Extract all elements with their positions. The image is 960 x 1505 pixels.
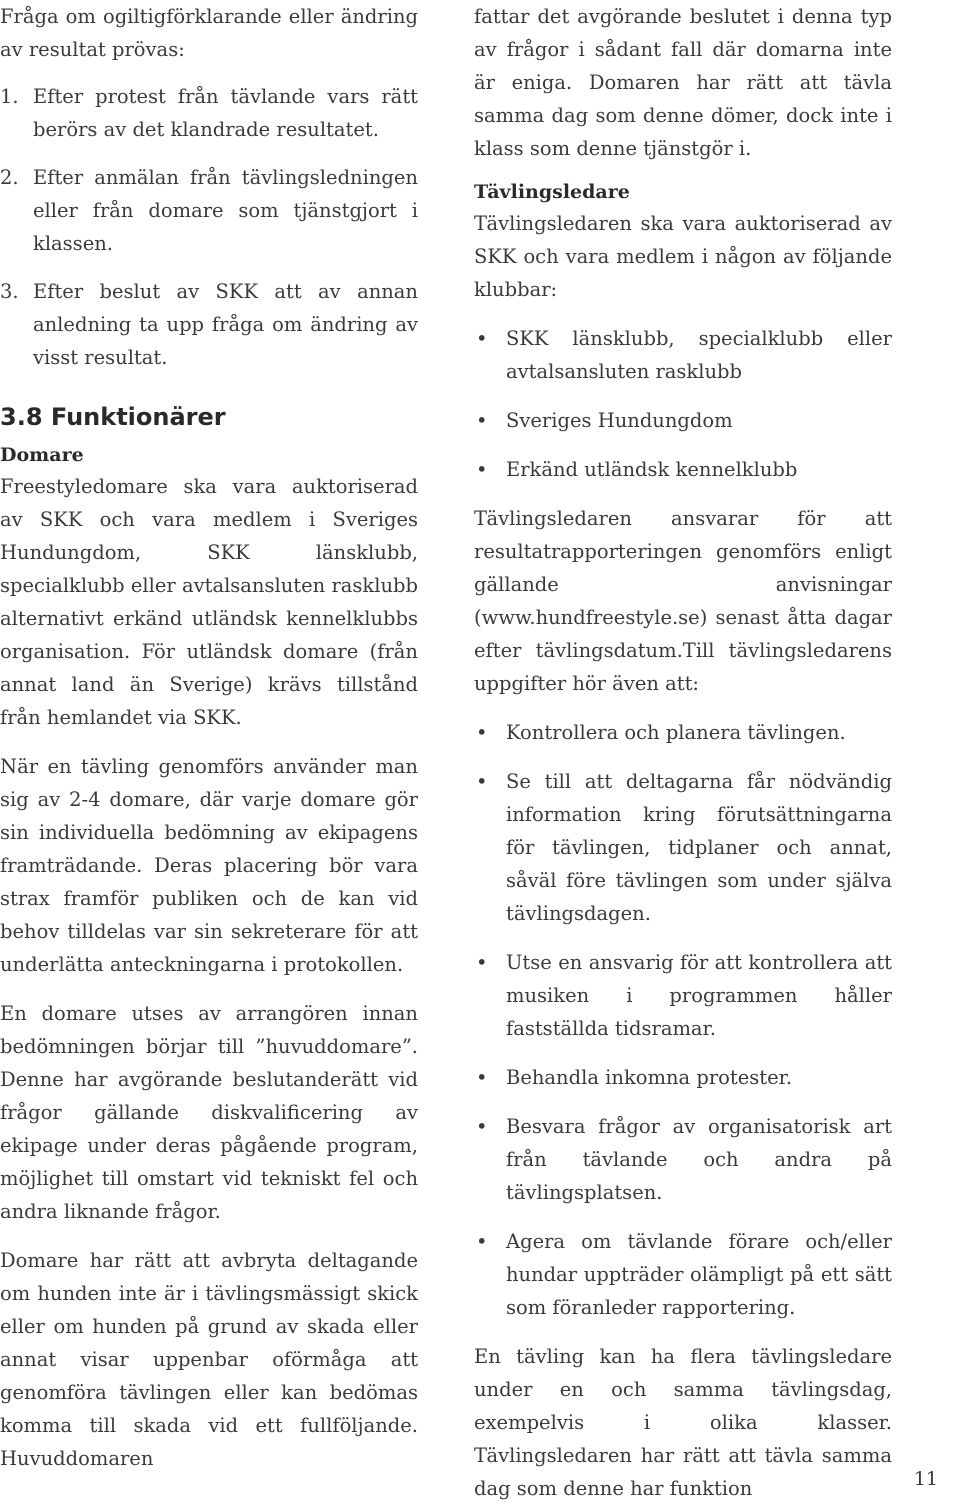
bullet-icon: • (476, 951, 488, 974)
subheading-domare: Domare (0, 444, 84, 466)
bullet-icon: • (476, 1066, 488, 1089)
list-item (474, 765, 892, 930)
bullet-icon: • (476, 327, 488, 350)
list-item (474, 1061, 892, 1094)
list-item (474, 404, 892, 437)
list-text: Erkänd utländsk kennelklubb (506, 458, 798, 481)
list-number: 2. (0, 166, 19, 189)
list-item (474, 716, 892, 749)
left-column (0, 0, 418, 1475)
intro-text: Fråga om ogiltigförklarande eller ändring av resultat prövas: (0, 5, 418, 61)
paragraph: Freestyledomare ska vara auktoriserad av SKK och vara medlem i Sveriges Hundungdom, SKK länsklubb, specialklubb eller avtalsansluten rasklubb alternativt erkänd utländsk kennelklubbs organisation. För utländsk domare (från annat land än Sverige) krävs tillstånd från hemlandet via SKK. (0, 475, 418, 729)
duties-list (474, 716, 892, 1324)
list-item (0, 275, 418, 374)
list-number: 1. (0, 85, 19, 108)
list-text: Sveriges Hundungdom (506, 409, 733, 432)
list-item (474, 322, 892, 388)
subheading-tavlingsledare: Tävlingsledare (474, 181, 630, 203)
list-text: Efter protest från tävlande vars rätt berörs av det klandrade resultatet. (33, 85, 418, 141)
right-column (474, 0, 892, 1505)
procedure-list (0, 80, 418, 374)
bullet-icon: • (476, 770, 488, 793)
paragraph: Domare har rätt att avbryta deltagande om hunden inte är i tävlingsmässigt skick eller om hunden på grund av skada eller annat visar uppenbar oförmåga att genomföra tävlingen eller kan bedömas komma till skada vid ett fullföljande. Huvuddomaren (0, 1249, 418, 1470)
section-title: 3.8 Funktionärer (0, 403, 226, 431)
bullet-icon: • (476, 458, 488, 481)
list-item (474, 453, 892, 486)
paragraph: När en tävling genomförs använder man sig av 2-4 domare, där varje domare gör sin individuella bedömning av ekipagens framträdande. Deras placering bör vara strax framför publiken och de kan vid behov tilldelas var sin sekreterare för att underlätta anteckningarna i protokollen. (0, 755, 418, 976)
list-item (474, 1225, 892, 1324)
list-text: Besvara frågor av organisatorisk art från tävlande och andra på tävlingsplatsen. (506, 1115, 892, 1204)
list-text: Se till att deltagarna får nödvändig information kring förutsättningarna för tävlingen, tidplaner och annat, såväl före tävlingen som under själva tävlingsdagen. (506, 770, 892, 925)
list-text: Utse en ansvarig för att kontrollera att musiken i programmen håller fastställda tidsramar. (506, 951, 892, 1040)
bullet-icon: • (476, 1115, 488, 1138)
list-text: Behandla inkomna protester. (506, 1066, 793, 1089)
page-number: 11 (913, 1468, 938, 1490)
continuation-paragraph: fattar det avgörande beslutet i denna typ av frågor i sådant fall där domarna inte är eniga. Domaren har rätt att tävla samma dag som denne dömer, dock inte i klass som denne tjänstgör i. (474, 5, 892, 160)
list-text: Efter anmälan från tävlingsledningen eller från domare som tjänstgjort i klassen. (33, 166, 418, 255)
bullet-icon: • (476, 1230, 488, 1253)
list-item (0, 80, 418, 146)
list-item (474, 946, 892, 1045)
list-text: Agera om tävlande förare och/eller hundar uppträder olämpligt på ett sätt som föranleder rapportering. (506, 1230, 892, 1319)
list-text: SKK länsklubb, specialklubb eller avtalsansluten rasklubb (506, 327, 892, 383)
paragraph: Tävlingsledaren ansvarar för att resultatrapporteringen genomförs enligt gällande anvisningar (www.hundfreestyle.se) senast åtta dagar efter tävlingsdatum.Till tävlingsledarens uppgifter hör även att: (474, 507, 892, 695)
bullet-icon: • (476, 721, 488, 744)
list-number: 3. (0, 280, 19, 303)
paragraph: Tävlingsledaren ska vara auktoriserad av SKK och vara medlem i någon av följande klubbar: (474, 212, 892, 301)
clubs-list (474, 322, 892, 486)
list-text: Efter beslut av SKK att av annan anledning ta upp fråga om ändring av visst resultat. (33, 280, 418, 369)
paragraph: En tävling kan ha flera tävlingsledare under en och samma tävlingsdag, exempelvis i olika klasser. Tävlingsledaren har rätt att tävla samma dag som denne har funktion (474, 1345, 892, 1500)
paragraph: En domare utses av arrangören innan bedömningen börjar till ”huvuddomare”. Denne har avgörande beslutanderätt vid frågor gällande diskvalificering av ekipage under deras pågående program, möjlighet till omstart vid tekniskt fel och andra liknande frågor. (0, 1002, 418, 1223)
bullet-icon: • (476, 409, 488, 432)
list-item (474, 1110, 892, 1209)
list-text: Kontrollera och planera tävlingen. (506, 721, 846, 744)
list-item (0, 161, 418, 260)
